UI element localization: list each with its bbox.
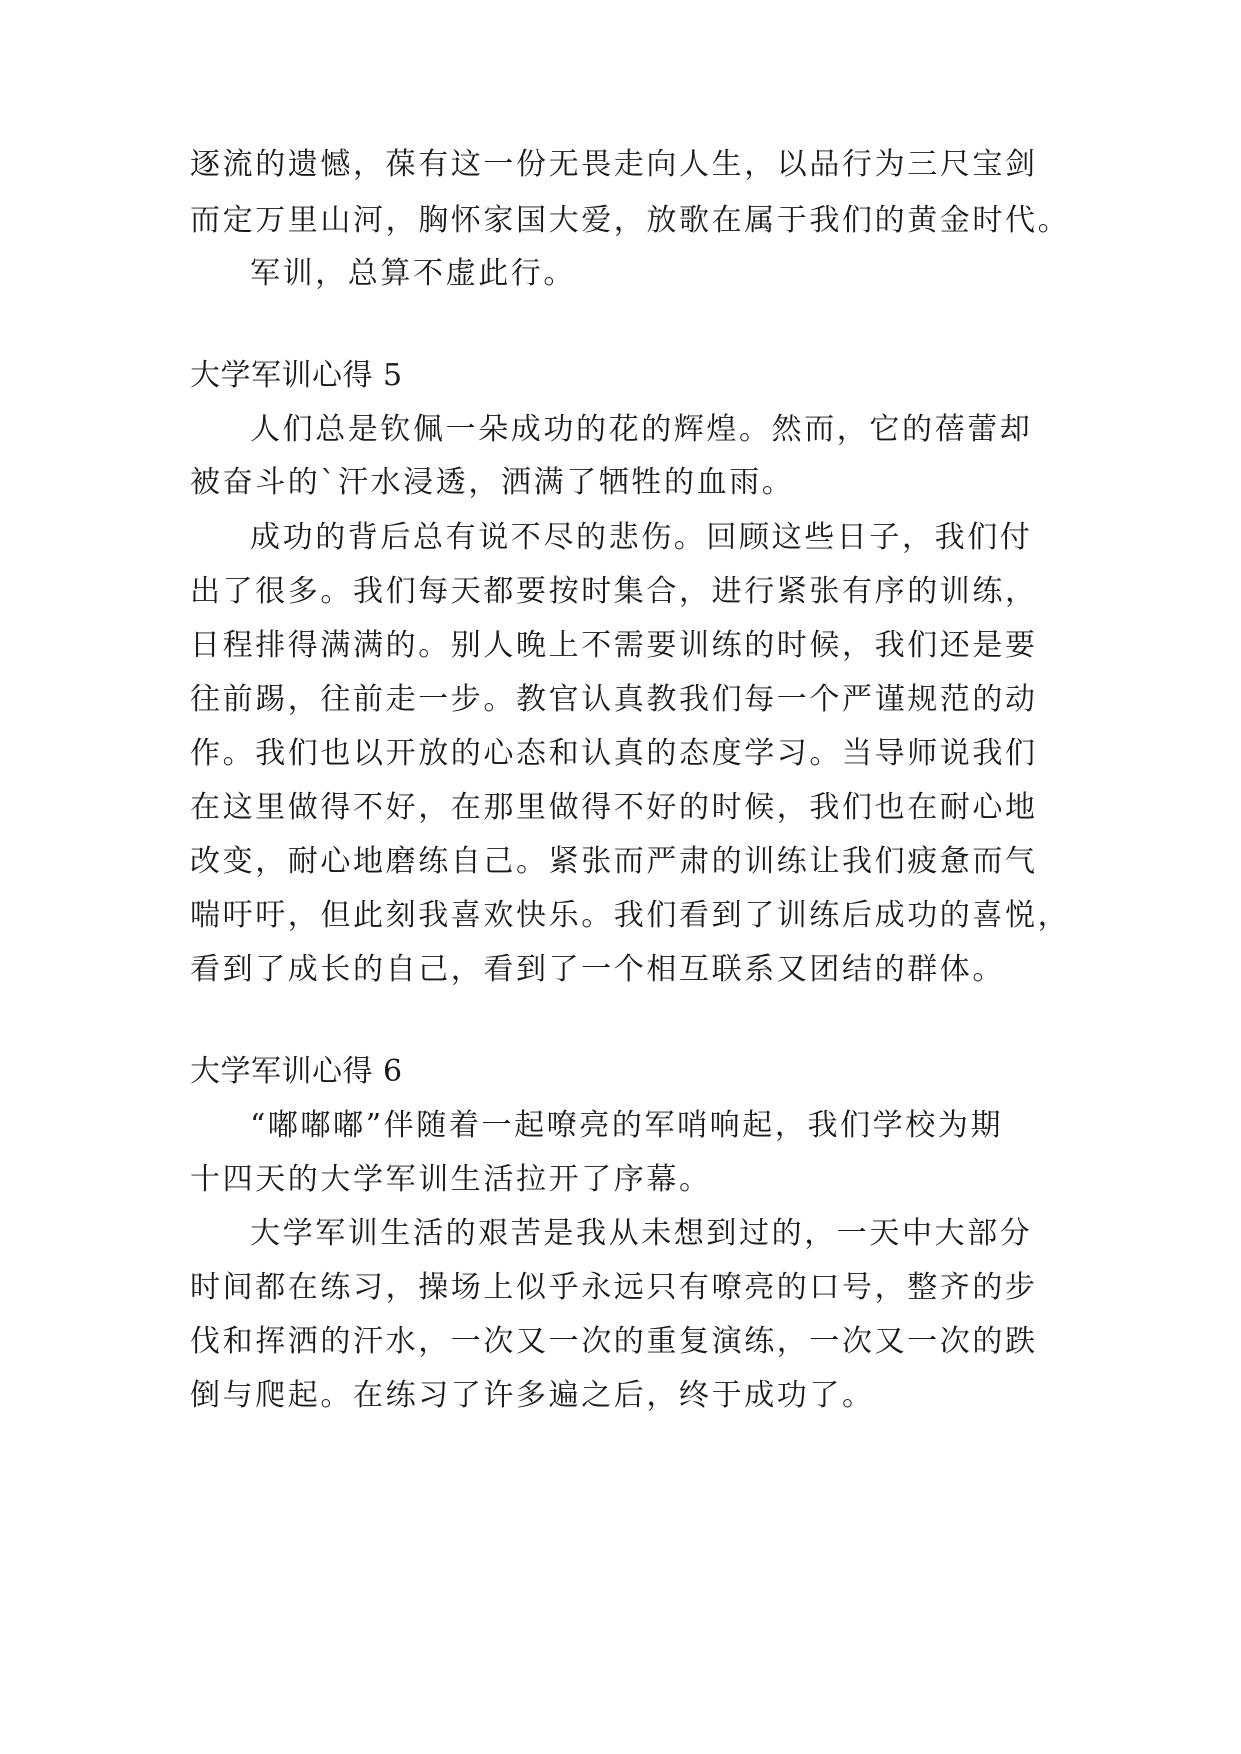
paragraph-line: 而定万里山河，胸怀家国大爱，放歌在属于我们的黄金时代。	[190, 203, 1071, 238]
paragraph-line: 人们总是钦佩一朵成功的花的辉煌。然而，它的蓓蕾却	[250, 412, 1033, 447]
paragraph-line: 倒与爬起。在练习了许多遍之后，终于成功了。	[190, 1378, 875, 1413]
paragraph-line: 逐流的遗憾，葆有这一份无畏走向人生，以品行为三尺宝剑	[190, 147, 1038, 182]
paragraph-line: 喘吁吁，但此刻我喜欢快乐。我们看到了训练后成功的喜悦，	[190, 898, 1071, 933]
paragraph-line: 作。我们也以开放的心态和认真的态度学习。当导师说我们	[190, 736, 1038, 771]
paragraph-line: 成功的背后总有说不尽的悲伤。回顾这些日子，我们付	[250, 520, 1033, 555]
paragraph-line: 在这里做得不好，在那里做得不好的时候，我们也在耐心地	[190, 790, 1038, 825]
paragraph-line: 大学军训生活的艰苦是我从未想到过的，一天中大部分	[250, 1216, 1033, 1251]
paragraph-line: 日程排得满满的。别人晚上不需要训练的时候，我们还是要	[190, 628, 1038, 663]
paragraph-line: “嘟嘟嘟”伴随着一起嘹亮的军哨响起，我们学校为期	[250, 1108, 1004, 1143]
paragraph-line: 往前踢，往前走一步。教官认真教我们每一个严谨规范的动	[190, 682, 1038, 717]
paragraph-line: 改变，耐心地磨练自己。紧张而严肃的训练让我们疲惫而气	[190, 844, 1038, 879]
paragraph-line: 看到了成长的自己，看到了一个相互联系又团结的群体。	[190, 952, 1005, 987]
section-heading: 大学军训心得 6	[190, 1054, 403, 1089]
closing-line: 军训，总算不虚此行。	[250, 256, 576, 291]
paragraph-line: 出了很多。我们每天都要按时集合，进行紧张有序的训练，	[190, 574, 1038, 609]
paragraph-line: 时间都在练习，操场上似乎永远只有嘹亮的口号，整齐的步	[190, 1270, 1038, 1305]
paragraph-line: 伐和挥洒的汗水，一次又一次的重复演练，一次又一次的跌	[190, 1324, 1038, 1359]
paragraph-line: 被奋斗的`汗水浸透，洒满了牺牲的血雨。	[190, 465, 795, 500]
paragraph-line: 十四天的大学军训生活拉开了序幕。	[190, 1162, 712, 1197]
section-heading: 大学军训心得 5	[190, 358, 403, 393]
